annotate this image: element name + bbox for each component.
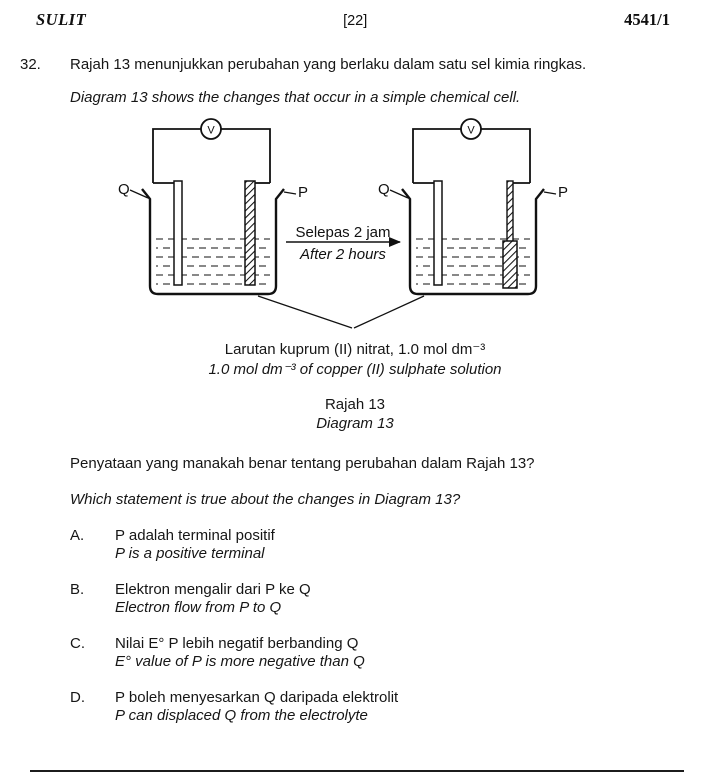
electrode-q xyxy=(174,181,182,285)
chemical-cell-diagram xyxy=(88,113,648,335)
option-text-ms: P adalah terminal positif xyxy=(115,527,275,544)
electrode-p-label: P xyxy=(298,184,309,201)
after-2-hours-arrow xyxy=(286,224,400,263)
diagram-13 xyxy=(88,113,648,340)
label-pointer xyxy=(284,192,296,194)
electrode-q-label: Q xyxy=(118,181,130,198)
page-header xyxy=(0,0,710,30)
option-text-en: P is a positive terminal xyxy=(115,545,265,562)
voltmeter-label: V xyxy=(207,124,215,137)
page-number: [22] xyxy=(343,13,368,29)
solution-pointer-right xyxy=(354,296,424,328)
diagram-caption xyxy=(0,395,710,433)
option-b xyxy=(70,581,710,617)
question-32 xyxy=(20,55,710,74)
caption-en: Diagram 13 xyxy=(316,415,394,432)
electrode-q-label: Q xyxy=(378,181,390,198)
option-text xyxy=(115,635,365,671)
option-c xyxy=(70,635,710,671)
electrode-p xyxy=(245,181,255,285)
caption-ms: Rajah 13 xyxy=(324,396,386,413)
option-letter: D. xyxy=(70,689,85,706)
beaker xyxy=(402,189,544,294)
prompt-en: Which statement is true about the changes in Diagram 13? xyxy=(70,491,461,508)
option-letter: A. xyxy=(70,527,85,544)
question-number: 32. xyxy=(20,56,41,73)
wire xyxy=(221,129,270,183)
option-text-ms: Nilai E° P lebih negatif berbanding Q xyxy=(115,635,359,652)
cell-after xyxy=(378,119,568,294)
wire xyxy=(413,129,461,183)
option-text xyxy=(115,527,275,563)
electrode-p-thin xyxy=(507,181,513,243)
option-a xyxy=(70,527,710,563)
solution-label xyxy=(0,340,710,380)
voltmeter-label: V xyxy=(467,124,475,137)
option-text-ms: P boleh menyesarkan Q daripada elektrolit xyxy=(115,689,399,706)
electrode-p-label: P xyxy=(558,184,569,201)
beaker xyxy=(142,189,284,294)
option-letter: B. xyxy=(70,581,85,598)
arrow-label-en: After 2 hours xyxy=(300,246,386,263)
electrode-q xyxy=(434,181,442,285)
wire xyxy=(481,129,530,183)
question-text-en: Diagram 13 shows the changes that occur in a simple chemical cell. xyxy=(70,89,521,106)
question-text-ms: Rajah 13 menunjukkan perubahan yang berlaku dalam satu sel kimia ringkas. xyxy=(70,56,587,73)
prompt-ms: Penyataan yang manakah benar tentang perubahan dalam Rajah 13? xyxy=(70,455,535,472)
solution-label-ms: Larutan kuprum (II) nitrat, 1.0 mol dm⁻³ xyxy=(224,341,486,358)
solution-label-en: 1.0 mol dm⁻³ of copper (II) sulphate solution xyxy=(208,361,502,378)
option-text-ms: Elektron mengalir dari P ke Q xyxy=(115,581,311,598)
option-text-en: Electron flow from P to Q xyxy=(115,599,282,616)
label-pointer xyxy=(544,192,556,194)
solution-pointer-left xyxy=(258,296,352,328)
paper-code: 4541/1 xyxy=(624,10,670,29)
option-text-en: E° value of P is more negative than Q xyxy=(115,653,365,670)
option-text-en: P can displaced Q from the electrolyte xyxy=(115,707,368,724)
cell-before xyxy=(118,119,308,294)
wire xyxy=(153,129,201,183)
option-d xyxy=(70,689,710,725)
arrow-label-ms: Selepas 2 jam xyxy=(295,224,391,241)
page-bottom-rule xyxy=(30,770,684,772)
option-text xyxy=(115,581,311,617)
confidential-label: SULIT xyxy=(36,10,87,29)
electrode-p-deposit xyxy=(503,241,517,288)
option-text xyxy=(115,689,398,725)
option-letter: C. xyxy=(70,635,85,652)
